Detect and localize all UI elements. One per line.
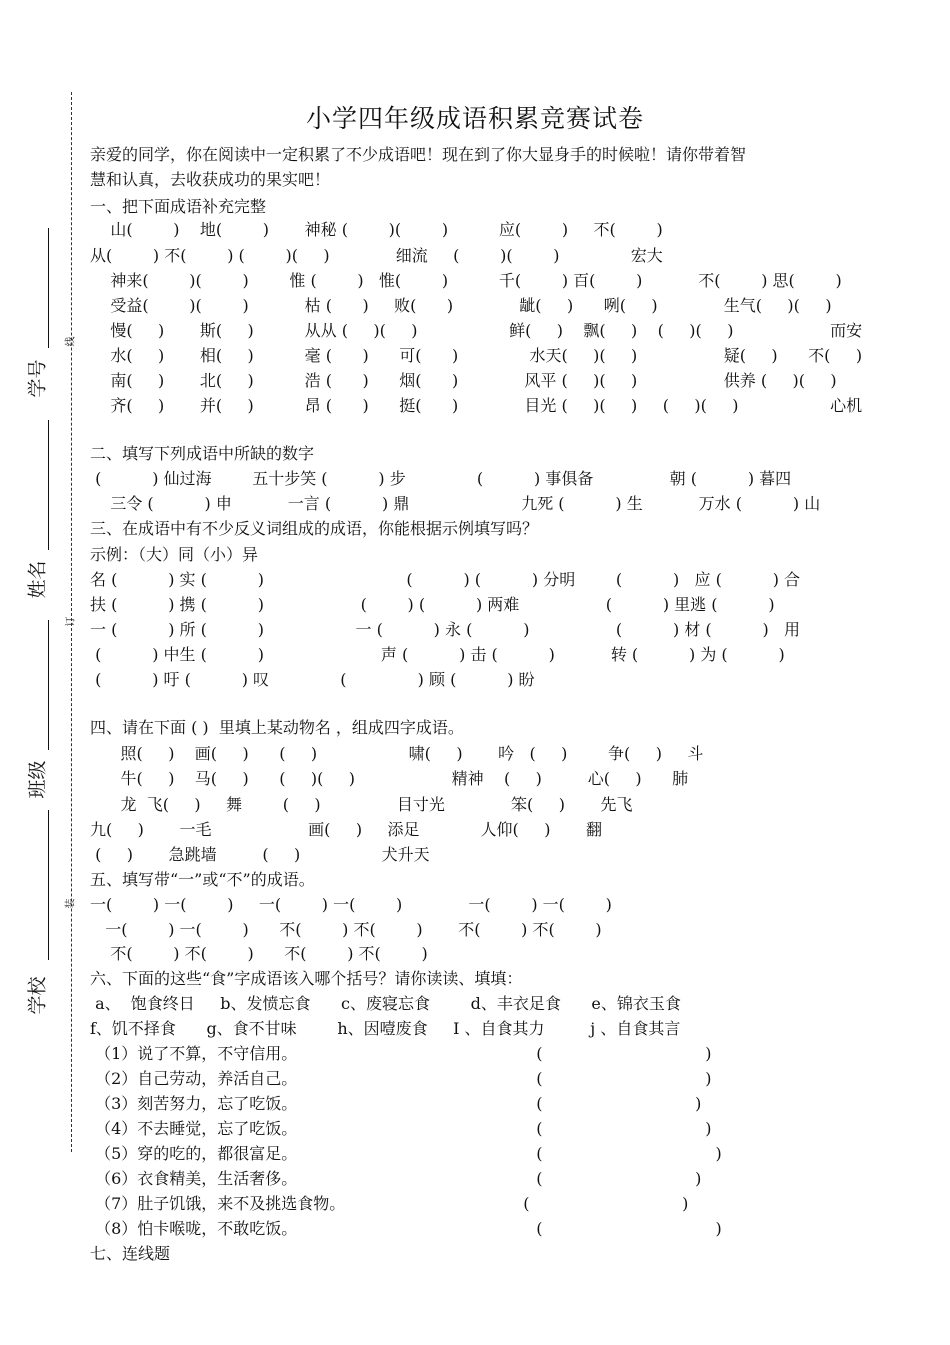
text-line: 神来( )( ) 惟 ( ) 惟( ) 千( ) 百( ) 不( ) 思( ) <box>90 271 842 290</box>
text-line: 扶 ( ) 携 ( ) ( ) ( ) 两难 ( ) 里逃 ( ) <box>90 595 775 614</box>
text-line: 慧和认真，去收获成功的果实吧！ <box>90 170 331 189</box>
text-line: ( ) 吁 ( ) 叹 ( ) 顾 ( ) 盼 <box>90 670 535 689</box>
text-line: （1）说了不算，不守信用。 ( ) <box>90 1044 712 1063</box>
name-label: 姓名 <box>26 560 49 599</box>
school-label: 学校 <box>26 976 49 1015</box>
text-line: 示例：（大）同（小）异 <box>90 545 259 564</box>
text-line: 三、在成语中有不少反义词组成的成语，你能根据示例填写吗？ <box>90 519 539 538</box>
text-line: 四、请在下面 ( ) 里填上某动物名 ，组成四字成语。 <box>90 718 464 737</box>
text-line: 九( ) 一毛 画( ) 添足 人仰( ) 翻 <box>90 820 603 839</box>
text-line: 一 ( ) 所 ( ) 一 ( ) 永 ( ) ( ) 材 ( ) 用 <box>90 620 801 639</box>
school-blank[interactable] <box>48 810 49 960</box>
page-title: 小学四年级成语积累竞赛试卷 <box>305 104 644 133</box>
text-line: 二、填写下列成语中所缺的数字 <box>90 444 315 463</box>
text-line: 齐( ) 并( ) 昂 ( ) 挺( ) 目光 ( )( ) ( )( ) 心机 <box>90 396 863 415</box>
text-line: （8）怕卡喉咙，不敢吃饭。 ( ) <box>90 1219 722 1238</box>
text-line: 照( ) 画( ) ( ) 啸( ) 吟 ( ) 争( ) 斗 <box>90 744 704 763</box>
text-line: 南( ) 北( ) 浩 ( ) 烟( ) 风平 ( )( ) 供养 ( )( ) <box>90 371 837 390</box>
text-line: 不( ) 不( ) 不( ) 不( ) <box>90 944 428 963</box>
text-line: （4）不去睡觉，忘了吃饭。 ( ) <box>90 1119 712 1138</box>
text-line: 山( ) 地( ) 神秘 ( )( ) 应( ) 不( ) <box>90 220 663 239</box>
student-id-label: 学号 <box>26 359 49 398</box>
text-line: 牛( ) 马( ) ( )( ) 精神 ( ) 心( ) 肺 <box>90 769 689 788</box>
text-line: （3）刻苦努力，忘了吃饭。 ( ) <box>90 1094 702 1113</box>
text-line: a、 饱食终日 b、发愤忘食 c、废寝忘食 d、丰衣足食 e、锦衣玉食 <box>90 994 681 1013</box>
text-line: 一、把下面成语补充完整 <box>90 197 267 216</box>
text-line: 受益( )( ) 枯 ( ) 败( ) 龇( ) 咧( ) 生气( )( ) <box>90 296 832 315</box>
text-line: （2）自己劳动，养活自己。 ( ) <box>90 1069 712 1088</box>
text-line: 三令 ( ) 申 一言 ( ) 鼎 九死 ( ) 生 万水 ( ) 山 <box>90 494 821 513</box>
text-line: 名 ( ) 实 ( ) ( ) ( ) 分明 ( ) 应 ( ) 合 <box>90 570 801 589</box>
text-line: 从( ) 不( ) ( )( ) 细流 ( )( ) 宏大 <box>90 246 663 265</box>
text-line: 水( ) 相( ) 毫 ( ) 可( ) 水天( )( ) 疑( ) 不( ) <box>90 346 863 365</box>
text-line: 六、下面的这些“食”字成语该入哪个括号？请你读读、填填： <box>90 969 523 988</box>
text-line: ( ) 急跳墙 ( ) 犬升天 <box>90 845 430 864</box>
text-line: （6）衣食精美，生活奢侈。 ( ) <box>90 1169 702 1188</box>
binding-mark-zhuang: 装 <box>65 898 77 909</box>
name-blank[interactable] <box>48 420 49 550</box>
text-line: 慢( ) 斯( ) 从从 ( )( ) 鲜( ) 飘( ) ( )( ) 而安 <box>90 321 863 340</box>
text-line: （5）穿的吃的，都很富足。 ( ) <box>90 1144 722 1163</box>
text-line: （7）肚子饥饿，来不及挑选食物。 ( ) <box>90 1194 689 1213</box>
text-line: 一( ) 一( ) 不( ) 不( ) 不( ) 不( ) <box>90 920 602 939</box>
text-line: 亲爱的同学，你在阅读中一定积累了不少成语吧！现在到了你大显身手的时候啦！请你带着智 <box>90 145 747 164</box>
binding-mark-line: 线 <box>65 336 77 347</box>
text-line: 五、填写带“一”或“不”的成语。 <box>90 870 315 889</box>
student-id-blank[interactable] <box>48 228 49 348</box>
text-line: 七、连线题 <box>90 1244 171 1263</box>
binding-mark-ding: 订 <box>65 616 77 627</box>
class-blank[interactable] <box>48 620 49 750</box>
text-line: 龙 飞( ) 舞 ( ) 目寸光 笨( ) 先飞 <box>90 795 633 814</box>
text-line: ( ) 仙过海 五十步笑 ( ) 步 ( ) 事俱备 朝 ( ) 暮四 <box>90 469 792 488</box>
text-line: ( ) 中生 ( ) 声 ( ) 击 ( ) 转 ( ) 为 ( ) <box>90 645 785 664</box>
text-line: f、饥不择食 g、食不甘味 h、因噎废食 I 、自食其力 j 、自食其言 <box>90 1019 681 1038</box>
class-label: 班级 <box>26 760 49 799</box>
text-line: 一( ) 一( ) 一( ) 一( ) 一( ) 一( ) <box>90 895 612 914</box>
